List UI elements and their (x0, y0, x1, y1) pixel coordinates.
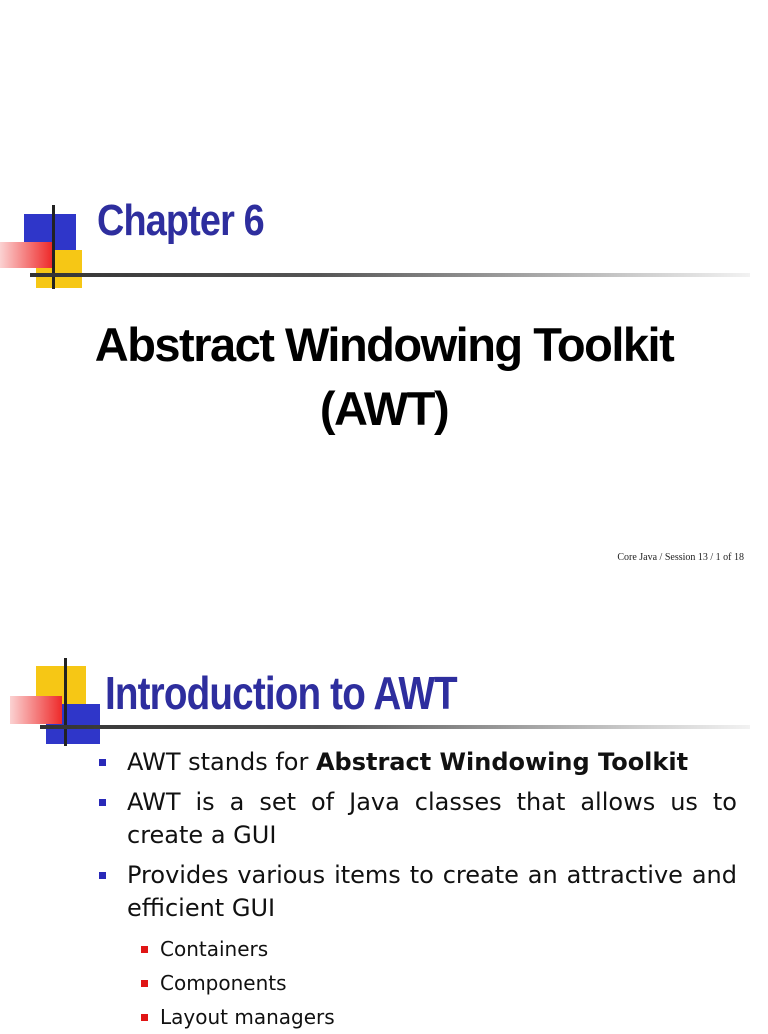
bullet-bold-text: Abstract Windowing Toolkit (315, 748, 689, 776)
bullet-square-icon (99, 872, 106, 879)
bullet-square-icon (99, 759, 106, 766)
bullet-list (97, 746, 737, 1034)
sub-bullet-square-icon (141, 946, 148, 953)
bullet-square-icon (99, 799, 106, 806)
bullet-item (97, 786, 737, 852)
sub-bullet-item (97, 932, 737, 966)
bullet-item (97, 859, 737, 925)
slide-title: Introduction to AWT (105, 667, 457, 719)
bullet-text: Provides various items to create an attractive and efficient GUI (127, 861, 737, 922)
sub-bullet-item (97, 1000, 737, 1034)
sub-bullet-item (97, 966, 737, 1000)
sub-bullet-square-icon (141, 1014, 148, 1021)
chapter-title: Chapter 6 (97, 196, 264, 245)
main-title-line-2: (AWT) (319, 382, 449, 435)
slide-footer: Core Java / Session 13 / 1 of 18 (617, 552, 744, 563)
sub-bullet-text: Layout managers (160, 1005, 335, 1029)
sub-bullet-text: Containers (160, 937, 269, 961)
main-title-line-1: Abstract Windowing Toolkit (94, 318, 674, 371)
bullet-text: AWT is a set of Java classes that allows us to create a GUI (127, 788, 737, 849)
sub-bullet-square-icon (141, 980, 148, 987)
sub-bullet-text: Components (160, 971, 287, 995)
title-rule (40, 725, 750, 729)
content-slide (0, 628, 768, 1029)
bullet-item (97, 746, 737, 779)
title-rule (30, 273, 750, 277)
bullet-text: AWT stands for (127, 748, 316, 776)
